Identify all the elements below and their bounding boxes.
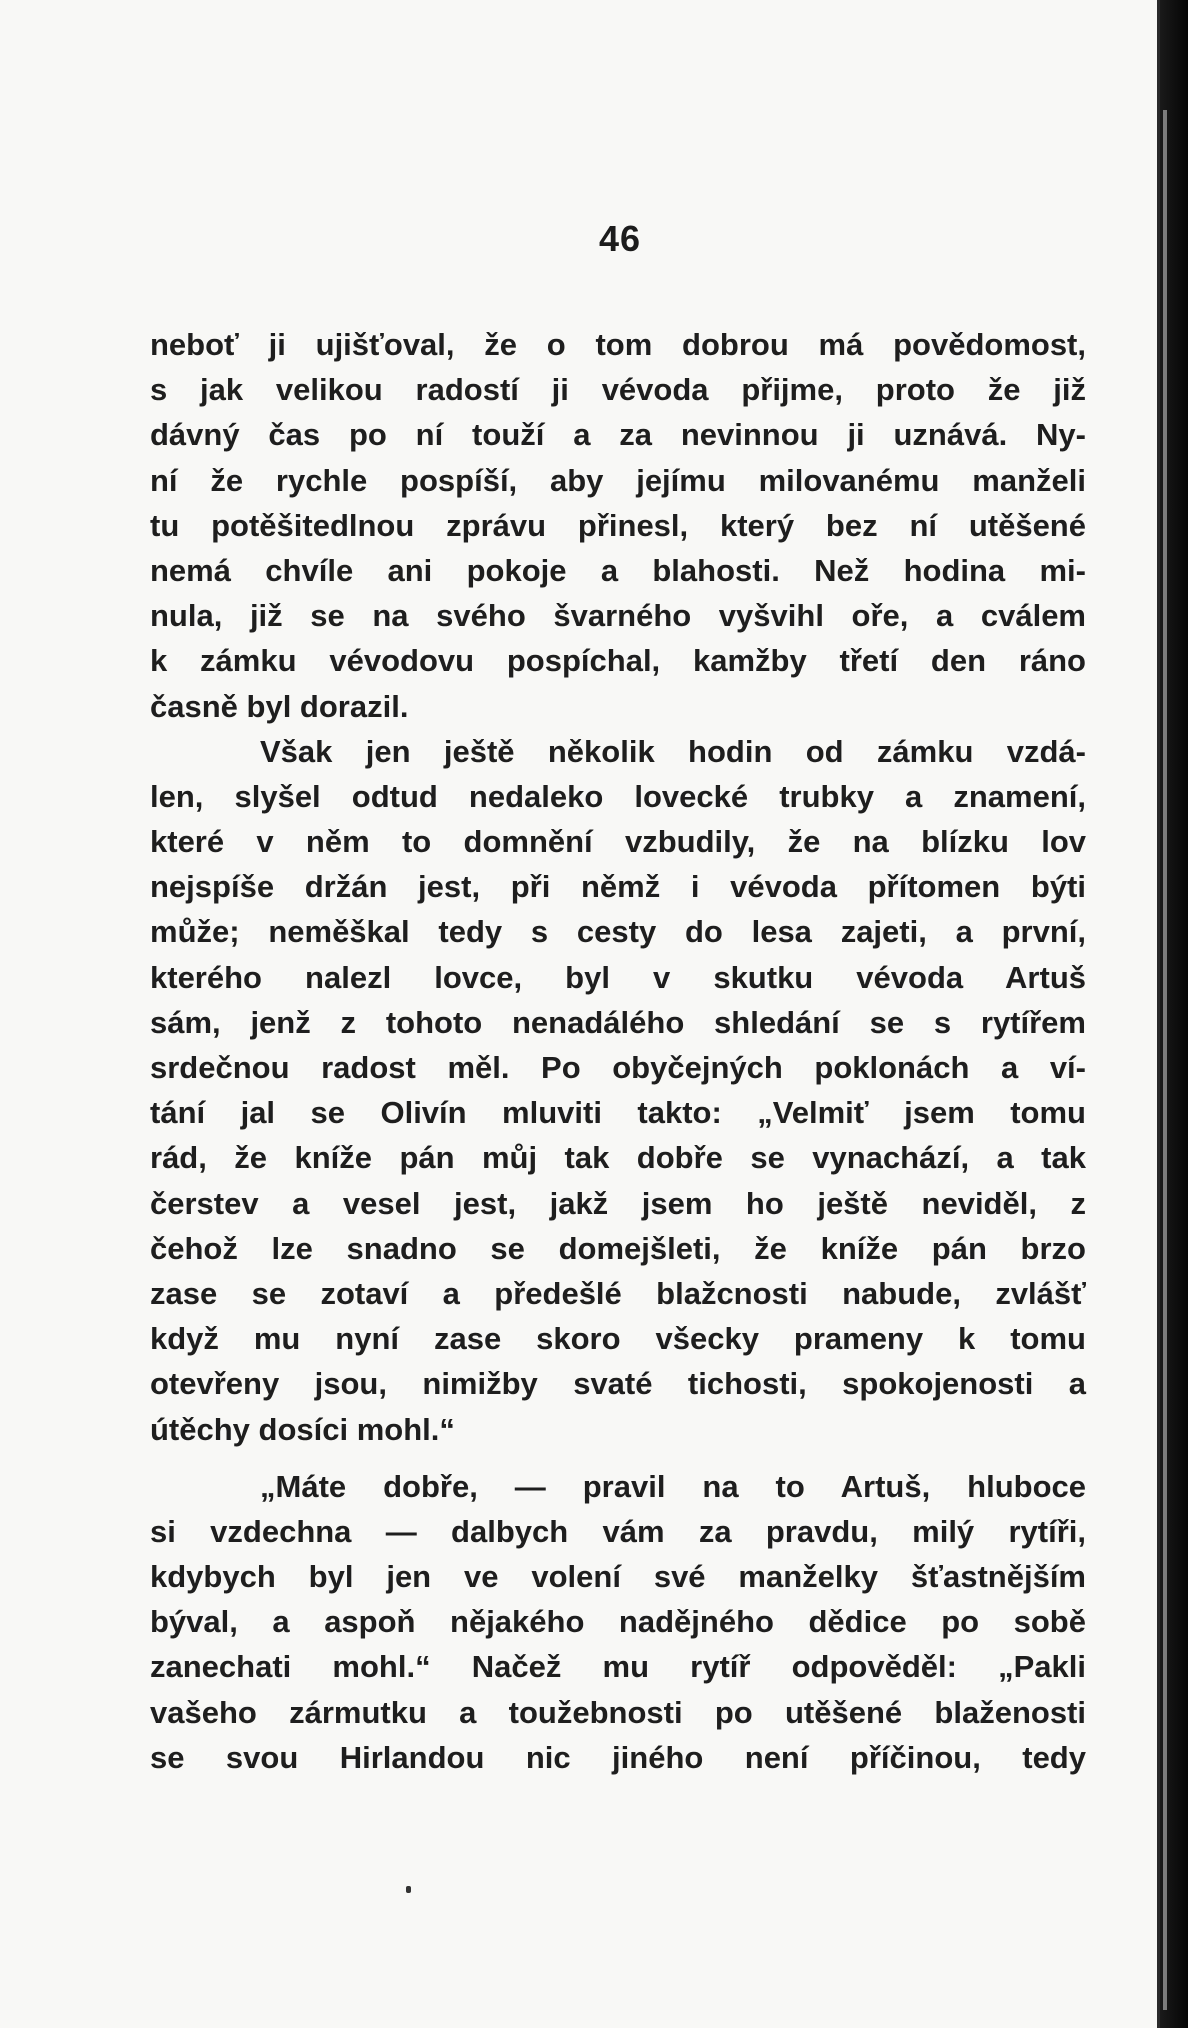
text-line: k zámku vévodovu pospíchal, kamžby třetí den ráno <box>150 643 1086 679</box>
text-line: nejspíše držán jest, při němž i vévoda přítomen býti <box>150 869 1086 905</box>
page-edge-line <box>1163 110 1167 2010</box>
text-line: kterého nalezl lovce, byl v skutku vévoda Artuš <box>150 959 1086 995</box>
text-line: čerstev a vesel jest, jakž jsem ho ještě neviděl, z <box>150 1185 1086 1221</box>
text-line: se svou Hirlandou nic jiného není příčinou, tedy <box>150 1739 1086 1775</box>
text-line: rád, že kníže pán můj tak dobře se vynachází, a tak <box>150 1140 1086 1176</box>
text-line: zase se zotaví a předešlé blažcnosti nabude, zvlášť <box>150 1275 1086 1311</box>
text-line: časně byl dorazil. <box>150 688 409 724</box>
text-line: když mu nyní zase skoro všecky prameny k tomu <box>150 1321 1086 1357</box>
text-line: útěchy dosíci mohl.“ <box>150 1411 455 1447</box>
text-line: ní že rychle pospíší, aby jejímu milovanému manželi <box>150 462 1086 498</box>
text-line: sám, jenž z tohoto nenadálého shledání se s rytířem <box>150 1004 1086 1040</box>
text-line: srdečnou radost měl. Po obyčejných poklonách a ví- <box>150 1050 1086 1085</box>
ink-speck <box>406 1886 411 1893</box>
page-number: 46 <box>598 218 642 259</box>
text-line: nemá chvíle ani pokoje a blahosti. Než hodina mi- <box>150 552 1086 588</box>
text-line: s jak velikou radostí ji vévoda přijme, proto že již <box>150 372 1086 408</box>
text-line: len, slyšel odtud nedaleko lovecké trubky a znamení, <box>150 778 1086 814</box>
text-line: dávný čas po ní touží a za nevinnou ji uznává. Ny- <box>150 417 1086 453</box>
text-line: „Máte dobře, — pravil na to Artuš, hluboce <box>260 1468 1086 1504</box>
text-line: které v něm to domnění vzbudily, že na blízku lov <box>150 824 1086 860</box>
text-line: kdybych byl jen ve volení své manželky šťastnějším <box>150 1559 1086 1595</box>
text-line: otevřeny jsou, nimižby svaté tichosti, spokojenosti a <box>150 1366 1086 1402</box>
text-line: neboť ji ujišťoval, že o tom dobrou má povědomost, <box>150 327 1086 362</box>
text-line: si vzdechna — dalbych vám za pravdu, milý rytíři, <box>150 1513 1086 1549</box>
body-text <box>150 322 1086 1780</box>
text-line: může; neměškal tedy s cesty do lesa zajeti, a první, <box>150 914 1086 950</box>
text-line: čehož lze snadno se domejšleti, že kníže pán brzo <box>150 1230 1086 1266</box>
text-line: Však jen ještě několik hodin od zámku vzdá- <box>260 733 1086 769</box>
text-line: nula, již se na svého švarného vyšvihl oře, a cválem <box>150 598 1086 634</box>
paragraph-gap <box>150 1452 1086 1464</box>
text-line: tání jal se Olivín mluviti takto: „Velmiť jsem tomu <box>150 1095 1086 1131</box>
text-line: býval, a aspoň nějakého nadějného dědice po sobě <box>150 1604 1086 1640</box>
text-line: tu potěšitedlnou zprávu přinesl, který bez ní utěšené <box>150 507 1086 543</box>
text-line: zanechati mohl.“ Načež mu rytíř odpověděl: „Pakli <box>150 1649 1086 1685</box>
text-line: vašeho zármutku a toužebnosti po utěšené blaženosti <box>150 1694 1086 1730</box>
